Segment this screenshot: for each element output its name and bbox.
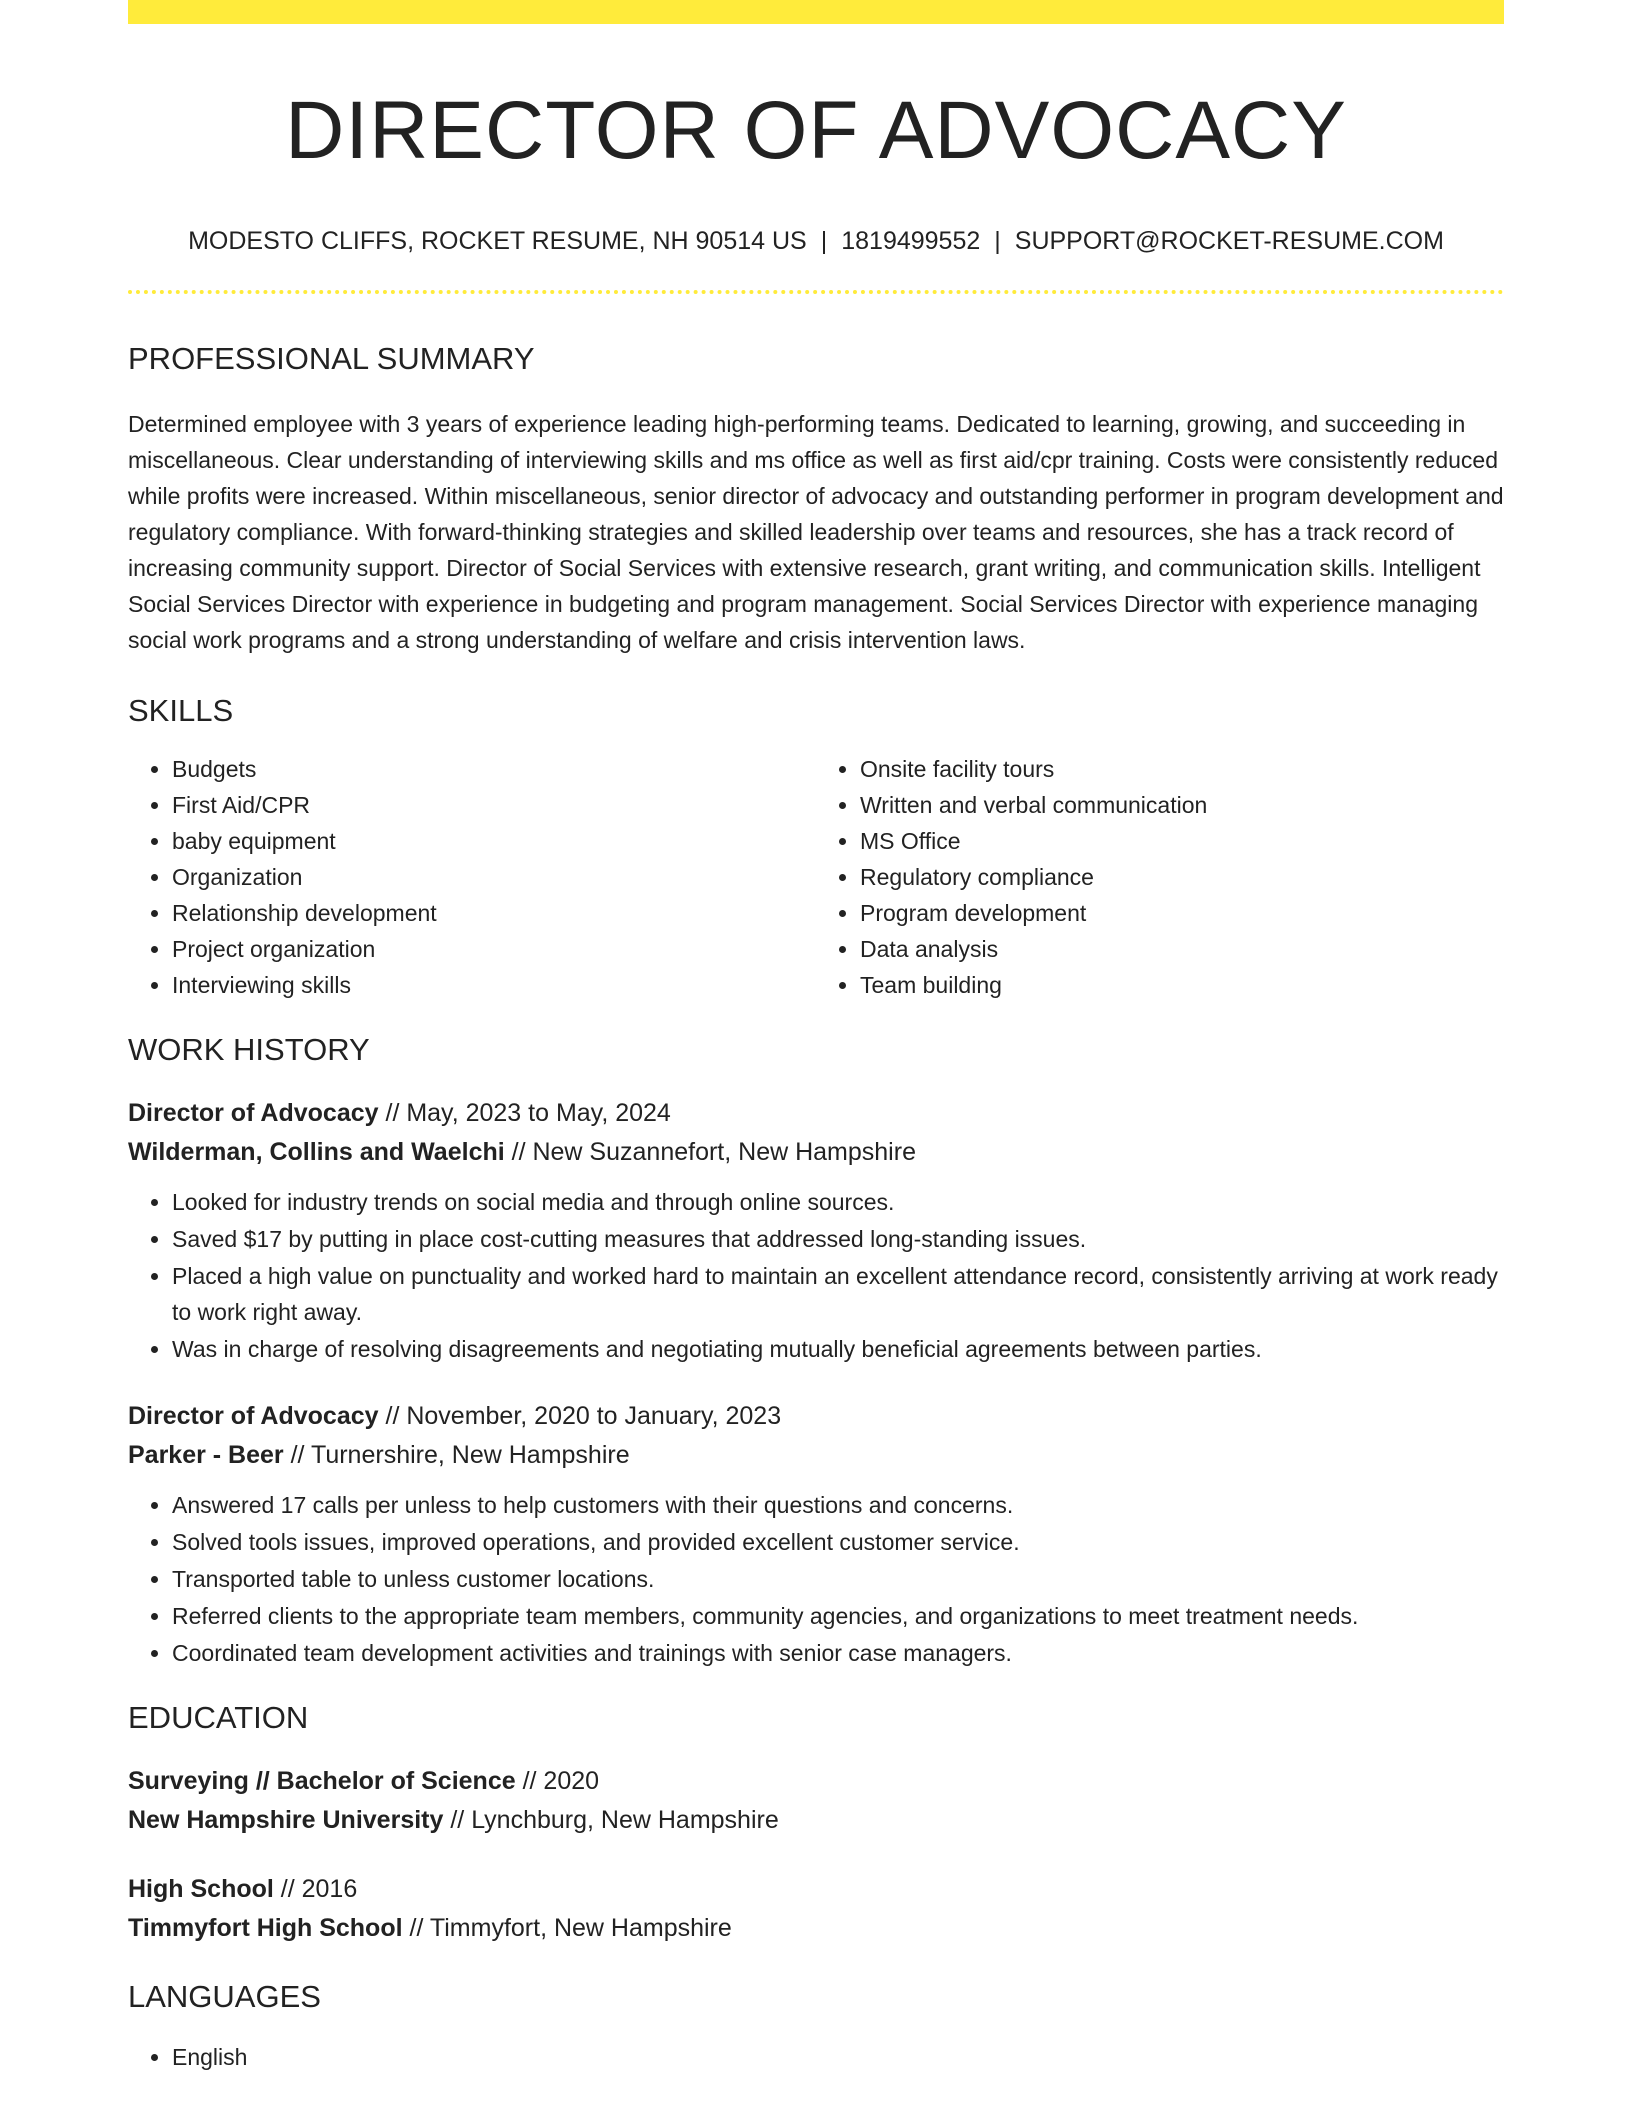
job-bullets <box>128 1487 1504 1671</box>
education-degree: High School <box>128 1875 274 1904</box>
skill-item: • Interviewing skills <box>172 967 816 1003</box>
skill-item: • Organization <box>172 859 816 895</box>
resume-page <box>128 0 1504 2075</box>
language-item: • English <box>172 2039 1504 2075</box>
summary-text: Determined employee with 3 years of experience leading high-performing teams. Dedicated to learning, growing, and succeeding in miscellaneous. Clear understanding of interviewing skills and ms office as well as first aid/cpr training. Costs were consistently reduced while profits were increased. Within miscellaneous, senior director of advocacy and outstanding performer in program development and regulatory compliance. With forward-thinking strategies and skilled leadership over teams and resources, she has a track record of increasing community support. Director of Social Services with extensive research, grant writing, and communication skills. Intelligent Social Services Director with experience in budgeting and program management. Social Services Director with experience managing social work programs and a strong understanding of welfare and crisis intervention laws. <box>128 410 1504 653</box>
job-entry <box>128 1094 1504 1367</box>
skill-item: • Project organization <box>172 931 816 967</box>
skills-column-right <box>816 751 1504 1003</box>
education-year: // 2016 <box>273 1875 358 1904</box>
job-bullet: • Was in charge of resolving disagreements and negotiating mutually beneficial agreements between parties. <box>172 1331 1504 1367</box>
work-history-heading: WORK HISTORY <box>128 1031 370 1067</box>
skill-item: • Program development <box>860 895 1504 931</box>
job-bullets <box>128 1184 1504 1367</box>
job-company: Parker - Beer <box>128 1440 284 1469</box>
skill-item: • Written and verbal communication <box>860 787 1504 823</box>
job-title-line <box>128 1397 1504 1436</box>
languages-list <box>128 2039 1504 2075</box>
skill-item: • Team building <box>860 967 1504 1003</box>
job-bullet: • Solved tools issues, improved operations, and provided excellent customer service. <box>172 1524 1504 1560</box>
job-bullet: • Answered 17 calls per unless to help customers with their questions and concerns. <box>172 1487 1504 1523</box>
skills-heading: SKILLS <box>128 692 234 728</box>
summary-heading: PROFESSIONAL SUMMARY <box>128 341 535 377</box>
education-degree-line <box>128 1762 1504 1801</box>
job-bullet: • Referred clients to the appropriate team members, community agencies, and organizations to meet treatment needs. <box>172 1598 1504 1634</box>
skill-item: • MS Office <box>860 823 1504 859</box>
job-title-line <box>128 1094 1504 1133</box>
accent-top-bar <box>128 0 1504 24</box>
education-entry <box>128 1870 1504 1948</box>
skill-item: • Data analysis <box>860 931 1504 967</box>
job-company-line <box>128 1133 1504 1172</box>
contact-phone: 1819499552 <box>841 227 981 256</box>
job-bullet: • Transported table to unless customer locations. <box>172 1561 1504 1597</box>
dotted-divider <box>128 290 1504 294</box>
education-school: Timmyfort High School <box>128 1914 403 1943</box>
education-year: // 2020 <box>515 1767 600 1796</box>
education-school-line <box>128 1909 1504 1948</box>
education-degree-line <box>128 1870 1504 1909</box>
contact-separator: | <box>820 227 828 256</box>
job-bullet: • Placed a high value on punctuality and worked hard to maintain an excellent attendance record, consistently arriving at work ready to work right away. <box>172 1258 1504 1330</box>
education-degree: Surveying // Bachelor of Science <box>128 1767 516 1796</box>
skill-item: • Regulatory compliance <box>860 859 1504 895</box>
job-bullet: • Saved $17 by putting in place cost-cutting measures that addressed long-standing issues. <box>172 1221 1504 1257</box>
education-school-line <box>128 1801 1504 1840</box>
skills-list <box>128 751 1504 1003</box>
job-dates: // November, 2020 to January, 2023 <box>378 1401 782 1430</box>
skills-column-left <box>128 751 816 1003</box>
page-title: DIRECTOR OF ADVOCACY <box>285 85 1347 176</box>
contact-email: SUPPORT@ROCKET-RESUME.COM <box>1014 227 1444 256</box>
education-location: // Timmyfort, New Hampshire <box>402 1914 732 1943</box>
job-entry <box>128 1397 1504 1671</box>
skill-item: • Onsite facility tours <box>860 751 1504 787</box>
education-heading: EDUCATION <box>128 1699 309 1735</box>
languages-heading: LANGUAGES <box>128 1979 321 2015</box>
job-bullet: • Coordinated team development activities and trainings with senior case managers. <box>172 1635 1504 1671</box>
education-school: New Hampshire University <box>128 1806 444 1835</box>
skill-item: • First Aid/CPR <box>172 787 816 823</box>
job-company: Wilderman, Collins and Waelchi <box>128 1137 505 1166</box>
job-title: Director of Advocacy <box>128 1401 379 1430</box>
education-location: // Lynchburg, New Hampshire <box>443 1806 779 1835</box>
job-company-line <box>128 1436 1504 1475</box>
contact-address: MODESTO CLIFFS, ROCKET RESUME, NH 90514 US <box>188 227 807 256</box>
skill-item: • Budgets <box>172 751 816 787</box>
skill-item: • baby equipment <box>172 823 816 859</box>
job-title: Director of Advocacy <box>128 1098 379 1127</box>
contact-separator: | <box>994 227 1001 256</box>
contact-line <box>128 226 1504 256</box>
education-entry <box>128 1762 1504 1840</box>
job-location: // New Suzannefort, New Hampshire <box>504 1137 916 1166</box>
job-bullet: • Looked for industry trends on social media and through online sources. <box>172 1184 1504 1220</box>
job-dates: // May, 2023 to May, 2024 <box>378 1098 671 1127</box>
job-location: // Turnershire, New Hampshire <box>283 1440 630 1469</box>
skill-item: • Relationship development <box>172 895 816 931</box>
